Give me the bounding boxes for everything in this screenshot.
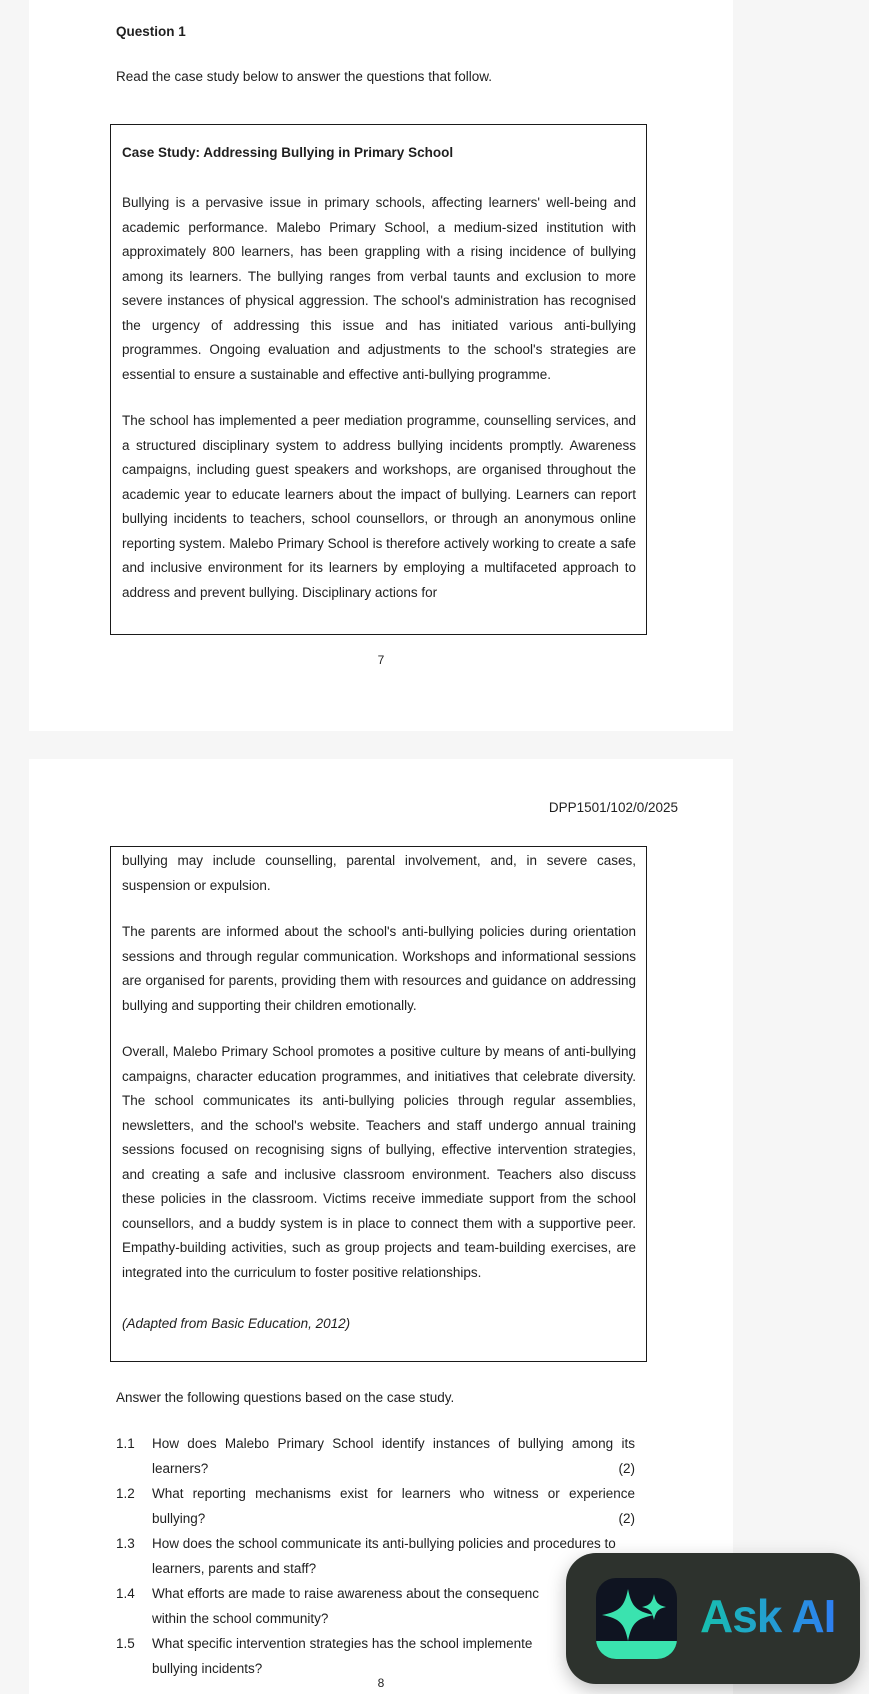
question-number: 1.4: [116, 1586, 135, 1601]
question-line: [152, 1506, 635, 1531]
sparkle-icon-bar: [596, 1641, 677, 1659]
ask-ai-button[interactable]: [566, 1553, 860, 1684]
case-study-paragraph: bullying may include counselling, parental involvement, and, in severe cases, suspension or expulsion.: [122, 853, 636, 893]
case-study-body: [122, 191, 636, 605]
question-line-text: How does the school communicate its anti-bullying policies and procedures to: [152, 1536, 616, 1551]
question-line-text: How does Malebo Primary School identify instances of bullying among its: [152, 1436, 635, 1451]
question-line: [152, 1481, 635, 1506]
question-lines: [152, 1581, 635, 1631]
question-line: [152, 1631, 635, 1656]
question-item: [116, 1581, 635, 1631]
page-number: 7: [377, 653, 385, 667]
question-number: 1.1: [116, 1436, 135, 1451]
ask-ai-label: Ask AI: [700, 1590, 836, 1642]
case-study-title: Case Study: Addressing Bullying in Primary School: [122, 145, 454, 160]
question-line-text: learners, parents and staff?: [152, 1561, 317, 1576]
question-number: 1.3: [116, 1536, 135, 1551]
case-study-paragraph: The parents are informed about the school's anti-bullying policies during orientation sessions and through regular communication. Workshops and informational sessions are organised for parents, providing them with resources and guidance on addressing bullying and supporting their children emotionally.: [122, 924, 636, 1013]
intro-text: Read the case study below to answer the questions that follow.: [116, 69, 492, 84]
answer-instruction: Answer the following questions based on the case study.: [116, 1390, 455, 1405]
question-line: [152, 1456, 635, 1481]
case-study-box-continued: [110, 846, 647, 1362]
question-lines: [152, 1631, 635, 1681]
question-item: [116, 1481, 635, 1531]
questions-list: [116, 1431, 635, 1681]
question-line: [152, 1581, 635, 1606]
question-item: [116, 1631, 635, 1681]
question-lines: [152, 1531, 635, 1581]
question-line: [152, 1431, 635, 1456]
question-item: [116, 1431, 635, 1481]
question-line: [152, 1606, 635, 1631]
question-heading: Question 1: [116, 24, 186, 39]
question-item: [116, 1531, 635, 1581]
question-line: [152, 1531, 635, 1556]
case-study-source: (Adapted from Basic Education, 2012): [122, 1316, 351, 1331]
question-line: [152, 1556, 635, 1581]
page-number: 8: [377, 1676, 385, 1690]
question-line-text: What efforts are made to raise awareness about the consequenc: [152, 1586, 539, 1601]
question-line-text: bullying incidents?: [152, 1661, 263, 1676]
case-study-box: [110, 124, 647, 635]
document-code-header: DPP1501/102/0/2025: [548, 800, 678, 815]
question-number: 1.2: [116, 1486, 135, 1501]
question-mark: (2): [618, 1511, 635, 1526]
question-line-text: What specific intervention strategies has the school implemente: [152, 1636, 533, 1651]
question-line-text: What reporting mechanisms exist for learners who witness or experience: [152, 1486, 635, 1501]
question-lines: [152, 1481, 635, 1531]
question-number: 1.5: [116, 1636, 135, 1651]
question-line-text: learners?: [152, 1461, 209, 1476]
question-lines: [152, 1431, 635, 1481]
question-mark: (2): [618, 1461, 635, 1476]
question-line-text: bullying?: [152, 1511, 206, 1526]
document-page-1: [29, 0, 733, 731]
case-study-paragraph: Bullying is a pervasive issue in primary schools, affecting learners' well-being and academic performance. Malebo Primary School, a medium-sized institution with approximately 800 learners, has been grappling with a rising incidence of bullying among its learners. The bullying ranges from verbal taunts and exclusion to more severe instances of physical aggression. The school's administration has recognised the urgency of addressing this issue and has initiated various anti-bullying programmes. Ongoing evaluation and adjustments to the school's strategies are essential to ensure a sustainable and effective anti-bullying programme.: [122, 195, 636, 382]
case-study-paragraph: The school has implemented a peer mediation programme, counselling services, and a structured disciplinary system to address bullying incidents promptly. Awareness campaigns, including guest speakers and workshops, are organised throughout the academic year to educate learners about the impact of bullying. Learners can report bullying incidents to teachers, school counsellors, or through an anonymous online reporting system. Malebo Primary School is therefore actively working to create a safe and inclusive environment for its learners by employing a multifaceted approach to address and prevent bullying. Disciplinary actions for: [122, 413, 636, 600]
case-study-paragraph: Overall, Malebo Primary School promotes a positive culture by means of anti-bullying campaigns, character education programmes, and initiatives that celebrate diversity. The school communicates its anti-bullying policies through regular assemblies, newsletters, and the school's website. Teachers and staff undergo annual training sessions focused on recognising signs of bullying, effective intervention strategies, and creating a safe and inclusive classroom environment. Teachers also discuss these policies in the classroom. Victims receive immediate support from the school counsellors, and a buddy system is in place to connect them with a supportive peer. Empathy-building activities, such as group projects and team-building exercises, are integrated into the curriculum to foster positive relationships.: [122, 1044, 636, 1280]
case-study-body-continued: [122, 849, 636, 1285]
sparkle-icon: [596, 1578, 677, 1659]
question-line-text: within the school community?: [152, 1611, 329, 1626]
